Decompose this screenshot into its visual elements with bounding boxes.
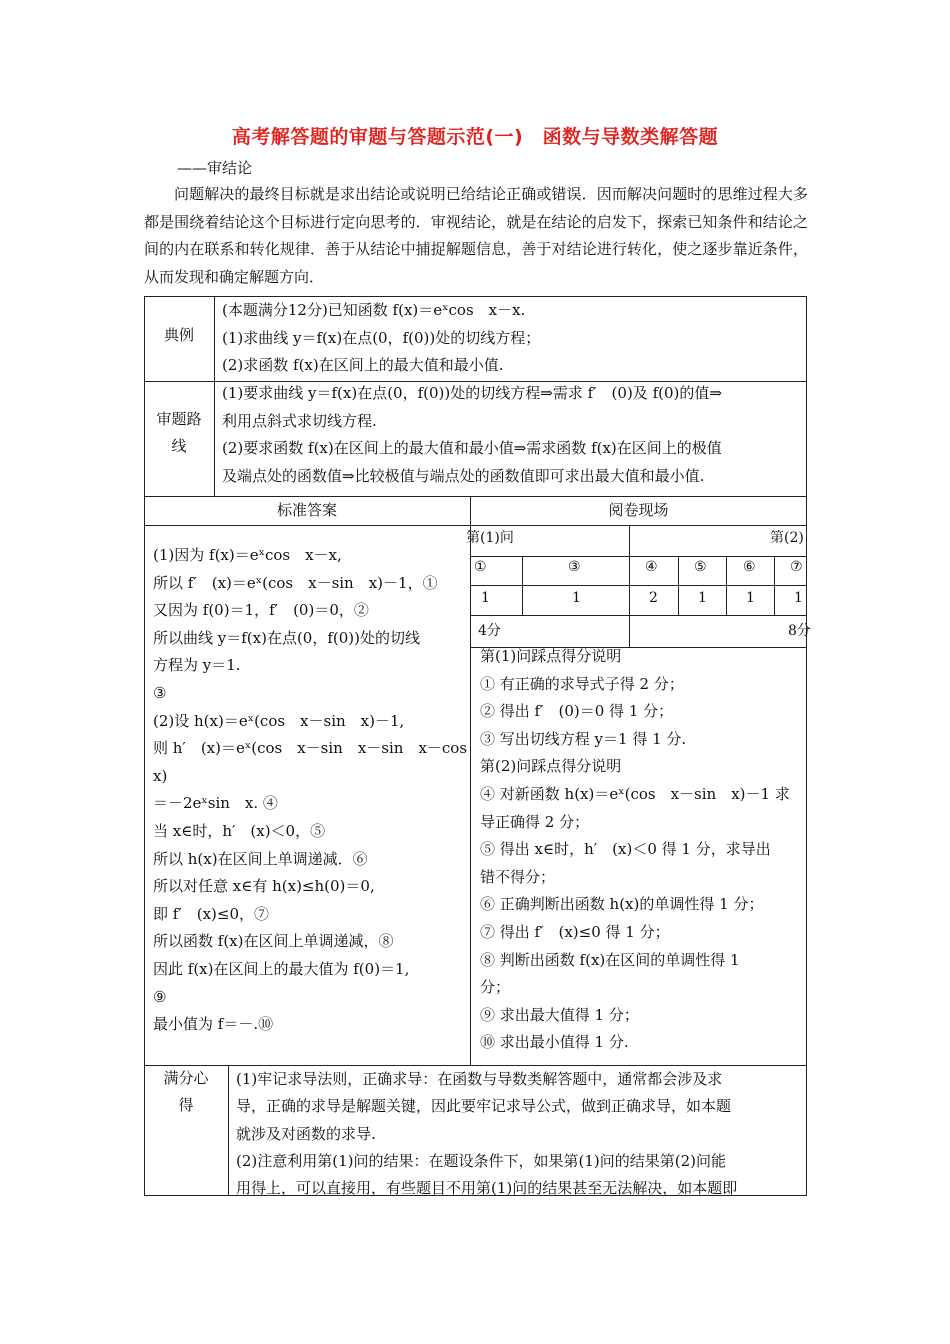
grading-line: ⑥ 正确判断出函数 h(x)的单调性得 1 分； <box>480 895 764 914</box>
answer-line: 又因为 f(0)＝1，f′ (0)＝0，② <box>153 601 369 620</box>
answer-line: (2)设 h(x)＝eˣ(cos x－sin x)－1, <box>153 711 405 730</box>
insight-label-line: 得 <box>178 1096 194 1114</box>
grading-line: ④ 对新函数 h(x)＝eˣ(cos x－sin x)－1 求 <box>480 784 790 803</box>
score-mark: ⑦ <box>790 559 803 575</box>
grading-line: 错不得分； <box>480 867 556 886</box>
insight-line: (2)注意利用第(1)问的结果：在题设条件下，如果第(1)问的结果第(2)问能 <box>236 1151 726 1170</box>
insight-line: 导，正确的求导是解题关键，因此要牢记求导公式，做到正确求导，如本题 <box>236 1097 732 1116</box>
score-point: 1 <box>746 590 755 606</box>
score-mark: ⑤ <box>694 559 707 575</box>
divider <box>144 525 807 526</box>
example-line: (本题满分12分)已知函数 f(x)＝eˣcos x－x. <box>222 301 526 319</box>
answer-line: 方程为 y＝1. <box>153 656 241 675</box>
grading-line: 导正确得 2 分； <box>480 812 590 831</box>
answer-line: 当 x∈时，h′ (x)＜0，⑤ <box>153 821 326 840</box>
grading-header: 阅卷现场 <box>608 501 669 519</box>
score-point: 2 <box>649 590 658 606</box>
score-mark: ④ <box>645 559 658 575</box>
answer-line: 所以曲线 y＝f(x)在点(0，f(0))处的切线 <box>153 628 421 647</box>
divider <box>470 615 807 616</box>
score-point: 1 <box>572 590 581 606</box>
score-point: 1 <box>481 590 490 606</box>
score-mark: ③ <box>568 559 581 575</box>
insight-line: (1)牢记求导法则，正确求导：在函数与导数类解答题中，通常都会涉及求 <box>236 1070 723 1088</box>
review-label <box>144 406 214 460</box>
review-label-line: 审题路 <box>156 410 202 428</box>
divider <box>678 556 679 615</box>
divider <box>470 585 807 586</box>
insight-label-line: 满分心 <box>163 1069 209 1087</box>
score-part1-header: 第(1)问 <box>466 530 514 546</box>
review-label-line: 线 <box>171 437 187 455</box>
insight-line: 就涉及对函数的求导. <box>236 1124 376 1143</box>
divider <box>774 556 775 615</box>
subtitle: ——审结论 <box>177 159 253 177</box>
grading-line: ⑩ 求出最小值得 1 分. <box>480 1033 629 1052</box>
example-content <box>222 297 802 380</box>
grading-line: ② 得出 f′ (0)＝0 得 1 分； <box>480 702 674 721</box>
grading-line: ⑤ 得出 x∈时，h′ (x)＜0 得 1 分，求导出 <box>480 840 771 859</box>
insight-label <box>144 1065 228 1119</box>
insight-content <box>236 1066 802 1202</box>
grading-line: ③ 写出切线方程 y＝1 得 1 分. <box>480 729 687 748</box>
divider <box>214 296 215 497</box>
answer-line: (1)因为 f(x)＝eˣcos x－x, <box>153 546 342 564</box>
score-part2-header: 第(2) <box>770 530 804 546</box>
grading-line: 分； <box>480 978 511 997</box>
review-line: (2)要求函数 f(x)在区间上的最大值和最小值⇒需求函数 f(x)在区间上的极值 <box>222 439 722 458</box>
answer-line: ＝－2eˣsin x. ④ <box>153 794 278 813</box>
score-mark: ⑥ <box>743 559 756 575</box>
divider <box>228 1065 229 1196</box>
divider <box>470 496 471 1065</box>
divider <box>629 525 630 647</box>
score-point: 1 <box>698 590 707 606</box>
answer-line: ③ <box>153 683 167 702</box>
answer-line: 最小值为 f＝－.⑩ <box>153 1015 274 1034</box>
answer-line: 所以 h(x)在区间上单调递减．⑥ <box>153 849 368 868</box>
intro-paragraph: 问题解决的最终目标就是求出结论或说明已给结论正确或错误．因而解决问题时的思维过程大多都是围绕着结论这个目标进行定向思考的．审视结论，就是在结论的启发下，探索已知条件和结论之间的内在联系和转化规律．善于从结论中捕捉解题信息，善于对结论进行转化，使之逐步靠近条件，从而发现和确定解题方向． <box>144 185 808 286</box>
insight-line: 用得上，可以直接用，有些题目不用第(1)问的结果甚至无法解决，如本题即 <box>236 1179 738 1198</box>
grading-line: ⑧ 判断出函数 f(x)在区间的单调性得 1 <box>480 950 740 969</box>
score-total-part1: 4分 <box>478 623 501 639</box>
score-total-part2: 8分 <box>788 623 811 639</box>
answer-line: 因此 f(x)在区间上的最大值为 f(0)＝1, <box>153 959 410 978</box>
grading-line: 第(2)问踩点得分说明 <box>480 757 622 776</box>
answer-line: 所以对任意 x∈有 h(x)≤h(0)＝0, <box>153 877 375 896</box>
answer-line: 所以 f′ (x)＝eˣ(cos x－sin x)－1，① <box>153 573 438 592</box>
divider <box>726 556 727 615</box>
grading-line: ① 有正确的求导式子得 2 分； <box>480 674 684 693</box>
review-content <box>222 380 802 490</box>
score-point: 1 <box>794 590 803 606</box>
grading-line: ⑦ 得出 f′ (x)≤0 得 1 分； <box>480 922 670 941</box>
standard-answer-header: 标准答案 <box>276 501 337 519</box>
grading-line: 第(1)问踩点得分说明 <box>480 647 622 665</box>
review-line: 及端点处的函数值⇒比较极值与端点处的函数值即可求出最大值和最小值. <box>222 466 705 485</box>
answer-line: 即 f′ (x)≤0，⑦ <box>153 904 270 923</box>
divider <box>522 556 523 615</box>
grading-line: ⑨ 求出最大值得 1 分； <box>480 1005 639 1024</box>
standard-answer-content <box>153 542 468 1039</box>
answer-line: 则 h′ (x)＝eˣ(cos x－sin x－sin x－cos <box>153 739 468 758</box>
review-line: 利用点斜式求切线方程. <box>222 411 377 430</box>
answer-line: 所以函数 f(x)在区间上单调递减，⑧ <box>153 932 394 951</box>
example-label: 典例 <box>163 326 194 344</box>
grading-notes-content <box>480 643 802 1057</box>
answer-line: x) <box>153 766 168 785</box>
example-line: (1)求曲线 y＝f(x)在点(0，f(0))处的切线方程； <box>222 328 541 347</box>
document-title: 高考解答题的审题与答题示范(一) 函数与导数类解答题 <box>231 126 719 148</box>
review-line: (1)要求曲线 y＝f(x)在点(0，f(0))处的切线方程⇒需求 f′ (0)及 f(0)的值⇒ <box>222 384 722 402</box>
example-line: (2)求函数 f(x)在区间上的最大值和最小值. <box>222 356 504 375</box>
score-mark: ① <box>474 559 487 575</box>
answer-line: ⑨ <box>153 987 167 1006</box>
divider <box>470 556 807 557</box>
